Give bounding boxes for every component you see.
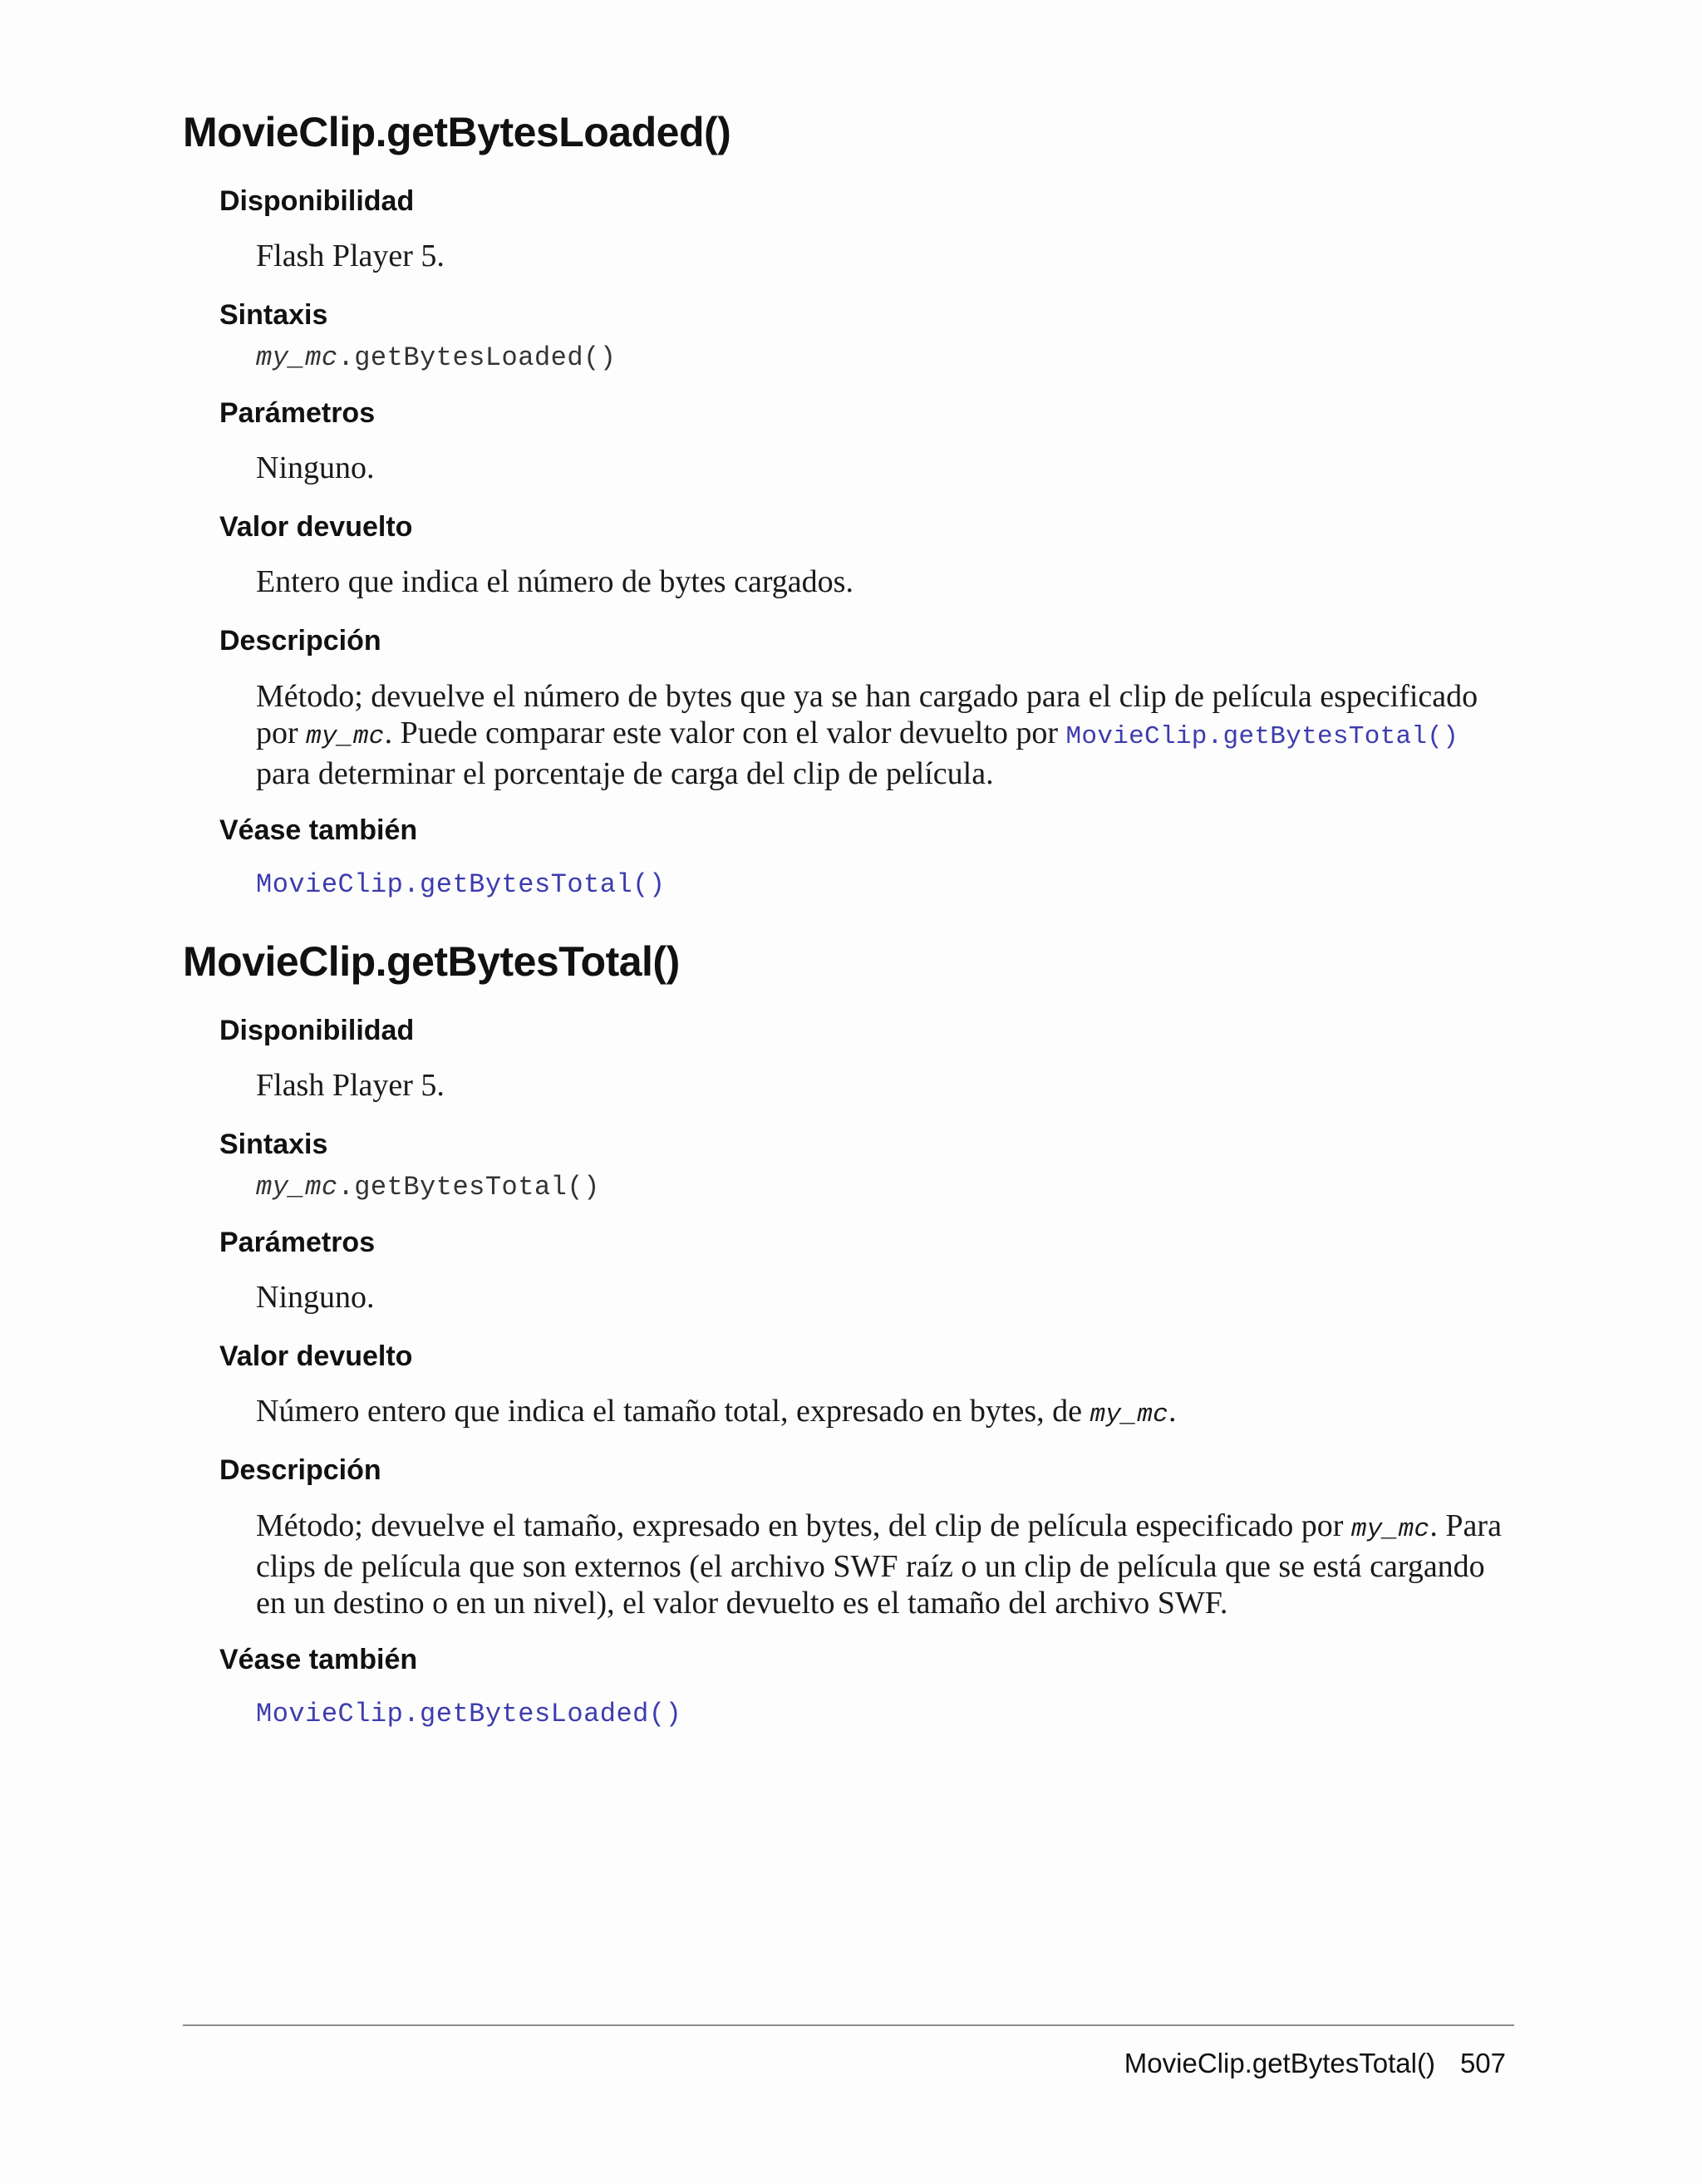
see-also-link[interactable]: MovieClip.getBytesTotal() xyxy=(256,869,666,900)
running-title: MovieClip.getBytesTotal() xyxy=(1124,2048,1435,2078)
see-also-link[interactable]: MovieClip.getBytesLoaded() xyxy=(256,1699,682,1729)
page-footer xyxy=(1124,2048,1506,2079)
see-also-heading: Véase también xyxy=(219,814,418,846)
syntax-code xyxy=(256,342,616,373)
parameters-text: Ninguno. xyxy=(256,1280,375,1315)
return-value-part: Número entero que indica el tamaño total, expresado en bytes, de xyxy=(256,1394,1090,1429)
syntax-heading: Sintaxis xyxy=(219,299,328,331)
description-heading: Descripción xyxy=(219,625,381,657)
entry-title: MovieClip.getBytesTotal() xyxy=(183,938,680,985)
parameters-heading: Parámetros xyxy=(219,397,376,429)
syntax-method: .getBytesTotal() xyxy=(337,1172,600,1203)
description-text xyxy=(256,1508,1519,1621)
return-value-text xyxy=(256,1393,1519,1434)
description-text xyxy=(256,678,1519,792)
inline-code: my_mc xyxy=(1090,1400,1168,1429)
availability-text: Flash Player 5. xyxy=(256,239,445,273)
inline-code: my_mc xyxy=(306,722,385,751)
availability-heading: Disponibilidad xyxy=(219,1015,415,1046)
return-value-text: Entero que indica el número de bytes cargados. xyxy=(256,564,853,599)
entry-title: MovieClip.getBytesLoaded() xyxy=(183,109,731,155)
footer-rule xyxy=(183,2024,1514,2026)
description-part: Método; devuelve el tamaño, expresado en bytes, del clip de película especificado por xyxy=(256,1508,1351,1543)
see-also-heading: Véase también xyxy=(219,1644,418,1675)
description-heading: Descripción xyxy=(219,1454,381,1486)
description-part: para determinar el porcentaje de carga del clip de película. xyxy=(256,756,994,791)
page-number: 507 xyxy=(1459,2048,1506,2078)
return-value-part: . xyxy=(1168,1394,1177,1429)
syntax-instance: my_mc xyxy=(256,1172,338,1203)
parameters-heading: Parámetros xyxy=(219,1227,376,1258)
syntax-method: .getBytesLoaded() xyxy=(337,342,617,373)
parameters-text: Ninguno. xyxy=(256,450,375,485)
description-link[interactable]: MovieClip.getBytesTotal() xyxy=(1065,722,1459,751)
description-part: Método; devuelve el número de bytes que ya se han cargado para el clip de película especificado por xyxy=(256,679,1478,750)
return-value-heading: Valor devuelto xyxy=(219,1340,413,1372)
availability-heading: Disponibilidad xyxy=(219,185,415,217)
description-part: . Puede comparar este valor con el valor devuelto por xyxy=(384,716,1066,750)
syntax-heading: Sintaxis xyxy=(219,1129,328,1160)
syntax-code xyxy=(256,1172,600,1203)
syntax-instance: my_mc xyxy=(256,342,338,373)
return-value-heading: Valor devuelto xyxy=(219,511,413,543)
availability-text: Flash Player 5. xyxy=(256,1068,445,1103)
inline-code: my_mc xyxy=(1350,1515,1430,1544)
description-part: . Para clips de película que son externos (el archivo SWF raíz o un clip de película que se está cargando en un destino o en un nivel), el valor devuelto es el tamaño del archivo SWF. xyxy=(256,1508,1502,1621)
